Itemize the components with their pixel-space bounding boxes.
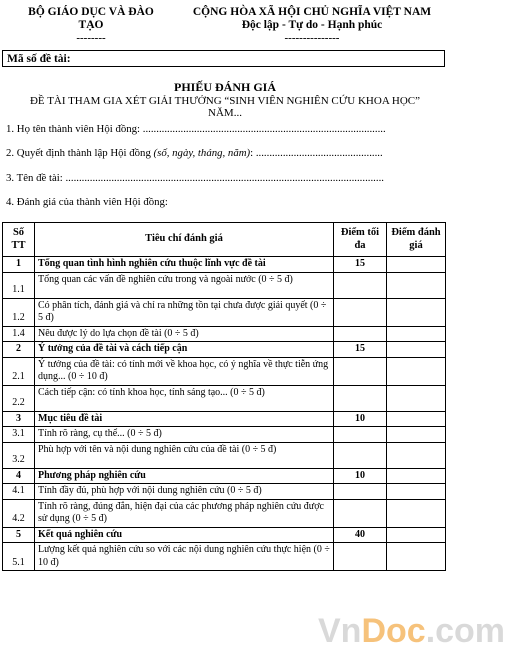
table-row: [3, 298, 446, 326]
row-number: 3: [3, 411, 35, 427]
table-row: [3, 357, 446, 385]
table-row: [3, 499, 446, 527]
row-given-score-cell[interactable]: [387, 468, 446, 484]
project-code-label: Mã số đề tài:: [7, 53, 71, 65]
row-number: 4.1: [3, 484, 35, 500]
header-stt: Số TT: [3, 223, 35, 257]
row-max-score: 10: [334, 411, 387, 427]
row-given-score-cell[interactable]: [387, 427, 446, 443]
row-given-score-cell[interactable]: [387, 272, 446, 298]
row-max-score: [334, 298, 387, 326]
watermark-part-doc: Doc: [361, 612, 426, 650]
table-row: [3, 484, 446, 500]
row-number: 5: [3, 527, 35, 543]
ministry-name-line1: BỘ GIÁO DỤC VÀ ĐÀO: [28, 6, 154, 18]
table-row: [3, 427, 446, 443]
row-max-score: [334, 272, 387, 298]
row-max-score: 10: [334, 468, 387, 484]
row-max-score: 15: [334, 257, 387, 273]
republic-name: CỘNG HÒA XÃ HỘI CHỦ NGHĨA VIỆT NAM: [192, 6, 432, 18]
criteria-table-body: [3, 257, 446, 571]
row-given-score-cell[interactable]: [387, 527, 446, 543]
row-criteria: Ý tưởng của đề tài và cách tiếp cận: [35, 342, 334, 358]
row-max-score: [334, 484, 387, 500]
republic-header: [180, 6, 444, 44]
row-max-score: [334, 357, 387, 385]
row-criteria: Kết quả nghiên cứu: [35, 527, 334, 543]
watermark-part-com: .com: [425, 612, 505, 650]
row-criteria: Ý tưởng của đề tài: có tính mới về khoa học, có ý nghĩa về thực tiễn ứng dụng... (0 ÷ 10 đ): [35, 357, 334, 385]
table-section-row: [3, 527, 446, 543]
row-given-score-cell[interactable]: [387, 484, 446, 500]
table-row: [3, 442, 446, 468]
row-given-score-cell[interactable]: [387, 298, 446, 326]
table-row: [3, 272, 446, 298]
row-given-score-cell[interactable]: [387, 411, 446, 427]
row-criteria: Có phân tích, đánh giá và chỉ ra những tồn tại chưa được giải quyết (0 ÷ 5 đ): [35, 298, 334, 326]
row-number: 4: [3, 468, 35, 484]
header-max-score: Điểm tối đa: [334, 223, 387, 257]
row-max-score: [334, 326, 387, 342]
field-project-name[interactable]: 3. Tên đề tài: ......................................................................................................................: [6, 172, 384, 184]
field-member-name[interactable]: 1. Họ tên thành viên Hội đồng: ..........................................................................................: [6, 123, 386, 135]
row-number: 2.1: [3, 357, 35, 385]
row-number: 3.2: [3, 442, 35, 468]
header-criteria: Tiêu chí đánh giá: [35, 223, 334, 257]
row-max-score: [334, 427, 387, 443]
row-criteria: Tổng quan các vấn đề nghiên cứu trong và ngoài nước (0 ÷ 5 đ): [35, 272, 334, 298]
row-given-score-cell[interactable]: [387, 385, 446, 411]
row-criteria: Cách tiếp cận: có tính khoa học, tính sáng tạo... (0 ÷ 5 đ): [35, 385, 334, 411]
row-given-score-cell[interactable]: [387, 257, 446, 273]
watermark-part-vn: Vn: [318, 612, 362, 650]
watermark-logo: [318, 612, 505, 651]
row-max-score: 40: [334, 527, 387, 543]
row-max-score: [334, 499, 387, 527]
form-subtitle-line2: NĂM...: [208, 107, 242, 119]
row-given-score-cell[interactable]: [387, 326, 446, 342]
row-criteria: Phù hợp với tên và nội dung nghiên cứu của đề tài (0 ÷ 5 đ): [35, 442, 334, 468]
row-max-score: [334, 442, 387, 468]
field-council-decision-hint: (số, ngày, tháng, năm): [153, 147, 251, 159]
row-given-score-cell[interactable]: [387, 543, 446, 571]
row-number: 5.1: [3, 543, 35, 571]
table-row: [3, 385, 446, 411]
row-given-score-cell[interactable]: [387, 342, 446, 358]
row-criteria: Tính rõ ràng, đúng đắn, hiện đại của các phương pháp nghiên cứu được sử dụng (0 ÷ 5 đ): [35, 499, 334, 527]
row-number: 1.4: [3, 326, 35, 342]
table-section-row: [3, 342, 446, 358]
form-subtitle: [0, 95, 450, 119]
row-criteria: Tính đầy đủ, phù hợp với nội dung nghiên cứu (0 ÷ 5 đ): [35, 484, 334, 500]
row-given-score-cell[interactable]: [387, 499, 446, 527]
row-number: 2.2: [3, 385, 35, 411]
row-number: 1.2: [3, 298, 35, 326]
row-number: 1: [3, 257, 35, 273]
ministry-divider: --------: [76, 32, 106, 44]
row-number: 4.2: [3, 499, 35, 527]
row-criteria: Phương pháp nghiên cứu: [35, 468, 334, 484]
field-council-decision[interactable]: [6, 147, 383, 159]
row-criteria: Mục tiêu đề tài: [35, 411, 334, 427]
row-max-score: [334, 543, 387, 571]
row-max-score: [334, 385, 387, 411]
table-section-row: [3, 257, 446, 273]
row-max-score: 15: [334, 342, 387, 358]
field-council-decision-prefix: 2. Quyết định thành lập Hội đồng: [6, 147, 154, 159]
motto-divider: ---------------: [284, 32, 340, 44]
row-criteria: Nêu được lý do lựa chọn đề tài (0 ÷ 5 đ): [35, 326, 334, 342]
ministry-name-line2: TẠO: [78, 19, 104, 31]
row-given-score-cell[interactable]: [387, 357, 446, 385]
row-number: 2: [3, 342, 35, 358]
header-given-score: Điểm đánh giá: [387, 223, 446, 257]
row-criteria: Tổng quan tình hình nghiên cứu thuộc lĩnh vực đề tài: [35, 257, 334, 273]
row-number: 3.1: [3, 427, 35, 443]
table-row: [3, 543, 446, 571]
row-criteria: Lượng kết quả nghiên cứu so với các nội dung nghiên cứu thực hiện (0 ÷ 10 đ): [35, 543, 334, 571]
table-section-row: [3, 411, 446, 427]
criteria-table: [2, 222, 446, 571]
row-number: 1.1: [3, 272, 35, 298]
row-criteria: Tính rõ ràng, cụ thể... (0 ÷ 5 đ): [35, 427, 334, 443]
project-code-box[interactable]: [2, 50, 445, 67]
field-council-decision-dots: : ...............................................: [250, 147, 383, 159]
form-title: PHIẾU ĐÁNH GIÁ: [173, 80, 276, 94]
table-section-row: [3, 468, 446, 484]
row-given-score-cell[interactable]: [387, 442, 446, 468]
table-row: [3, 326, 446, 342]
ministry-header: [6, 6, 176, 44]
field-evaluation-heading: 4. Đánh giá của thành viên Hội đồng:: [6, 196, 168, 208]
form-subtitle-line1: ĐỀ TÀI THAM GIA XÉT GIẢI THƯỞNG “SINH VIÊN NGHIÊN CỨU KHOA HỌC”: [29, 95, 421, 107]
national-motto: Độc lập - Tự do - Hạnh phúc: [241, 19, 383, 31]
